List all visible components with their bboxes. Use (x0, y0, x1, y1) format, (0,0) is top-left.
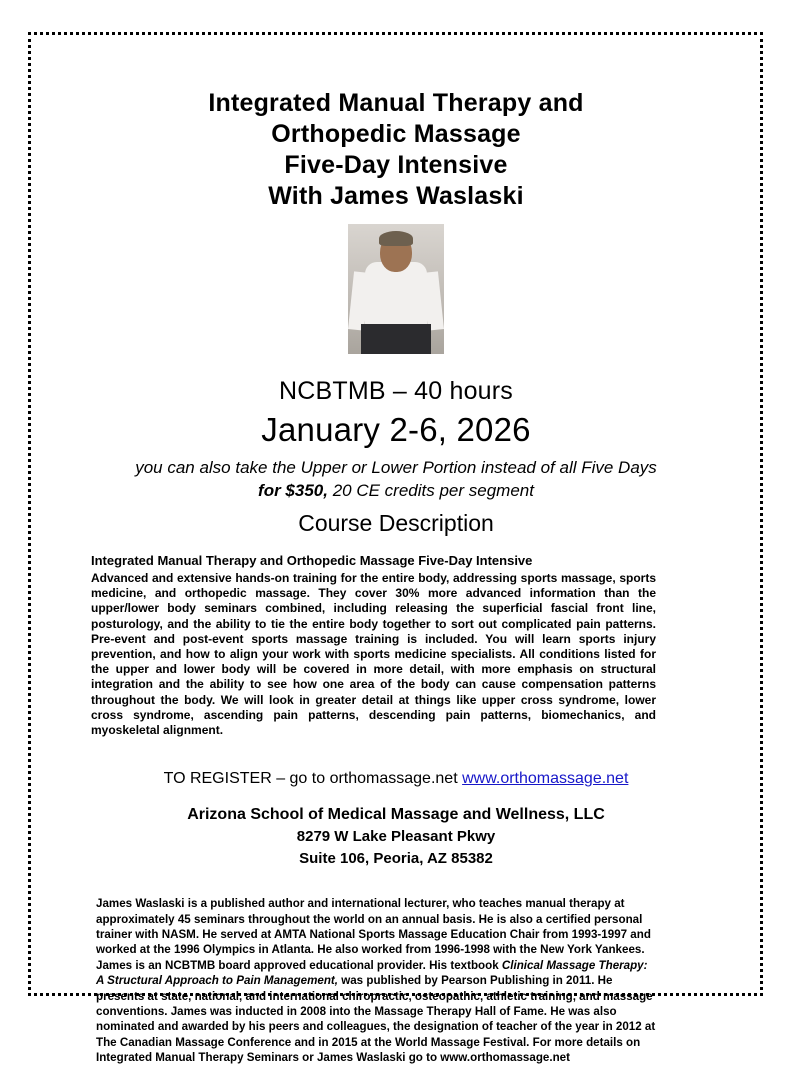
instructor-portrait-image (348, 224, 444, 354)
partial-note-line1: you can also take the Upper or Lower Portion instead of all Five Days (135, 458, 657, 477)
bio-part-1: James Waslaski is a published author and international lecturer, who teaches manual therapy at approximately 45 seminars throughout the world on an annual basis. He is also a certified personal trainer with NASM. He served at AMTA National Sports Massage Education Chair from 1993-1997 and worked at the 1996 Olympics in Atlanta. He also worked from 1996-1998 with the New York Yankees. James is an NCBTMB board approved educational provider. His textbook (96, 897, 651, 972)
bio-part-2: was published by Pearson Publishing in 2011. He presents at state, national, and international chiropractic, osteopathic, athletic training, and massage conventions. James was inducted in 2008 into the Massage Therapy Hall of Fame. He was also nominated and awarded by his peers and colleagues, the designation of teacher of the year in 2012 at The Canadian Massage Conference and in 2015 at the World Massage Festival. For more details on Integrated Manual Therapy Seminars or James Waslaski go to www.orthomassage.net (96, 974, 656, 1065)
flyer-content (62, 58, 730, 1066)
bio-book-title: Clinical Massage Therapy: A Structural Approach to Pain Management, (96, 958, 648, 988)
course-paragraph: Advanced and extensive hands-on training for the entire body, addressing sports massage, sports medicine, and orthopedic massage. They cover 30% more advanced information than the upper/lower body seminars combined, including releasing the superficial fascial front line, posturology, and the ability to tie the entire body together to sort out complicated pain patterns. Pre-event and post-event sports massage training is included. You will learn sports injury prevention, and how to align your work with sports medicine specialists. All conditions listed for the upper and lower body will be covered in more detail, with more emphasis on structural integration and the ability to see how one area of the body can cause compensation patterns throughout the body. We will look in greater detail at things like upper cross syndrome, lower cross syndrome, ascending pain patterns, descending pain patterns, biomechanics, and myoskeletal alignment. (91, 571, 656, 738)
school-name: Arizona School of Medical Massage and Wellness, LLC (187, 806, 605, 824)
page-title (62, 88, 730, 212)
course-dates: January 2-6, 2026 (261, 411, 531, 448)
school-address-line-2: Suite 106, Peoria, AZ 85382 (299, 850, 493, 868)
partial-note-price: for $350, (258, 481, 328, 500)
register-text: TO REGISTER – go to orthomassage.net (163, 770, 463, 788)
course-subheading: Integrated Manual Therapy and Orthopedic Massage Five-Day Intensive (91, 553, 533, 568)
title-line-4: With James Waslaski (268, 182, 524, 210)
portrait-trousers (361, 324, 431, 354)
ce-hours-line: NCBTMB – 40 hours (278, 377, 514, 405)
title-line-2: Orthopedic Massage (271, 120, 521, 148)
course-description-block (91, 553, 656, 738)
portrait-hair (379, 231, 413, 246)
title-line-3: Five-Day Intensive (284, 151, 508, 179)
partial-note-line2: 20 CE credits per segment (327, 481, 534, 500)
partial-attendance-note (62, 456, 730, 502)
school-address-line-1: 8279 W Lake Pleasant Pkwy (296, 828, 496, 846)
course-description-heading: Course Description (298, 510, 494, 536)
portrait-container (62, 224, 730, 359)
school-info (62, 804, 730, 870)
instructor-bio (96, 896, 658, 1065)
register-line (62, 770, 730, 788)
orthomassage-link[interactable]: www.orthomassage.net (462, 770, 629, 788)
title-line-1: Integrated Manual Therapy and (208, 89, 584, 117)
